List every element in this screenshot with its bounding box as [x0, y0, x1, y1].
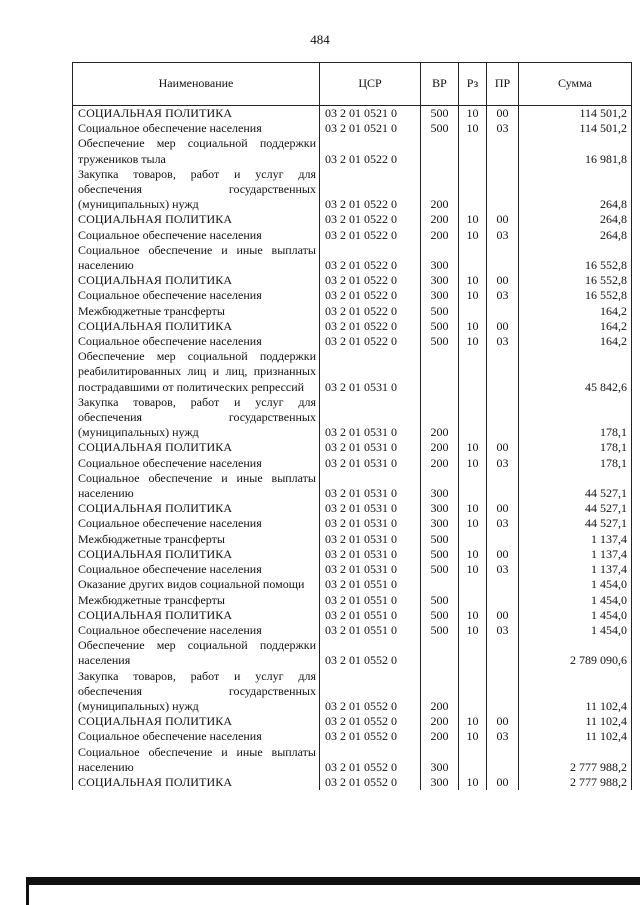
cell-pr — [487, 349, 519, 395]
cell-csr: 03 2 01 0551 0 — [320, 593, 421, 608]
cell-csr: 03 2 01 0552 0 — [320, 745, 421, 775]
cell-name: Социальное обеспечение населения — [73, 456, 320, 471]
cell-pr: 00 — [487, 608, 519, 623]
cell-sum: 11 102,4 — [519, 669, 632, 715]
cell-rz: 10 — [459, 562, 487, 577]
table-row — [73, 395, 632, 441]
cell-csr: 03 2 01 0522 0 — [320, 228, 421, 243]
cell-vr: 500 — [421, 562, 459, 577]
cell-pr: 00 — [487, 106, 519, 122]
header-name: Наименование — [73, 63, 320, 106]
cell-sum: 164,2 — [519, 319, 632, 334]
cell-name: Социальное обеспечение населения — [73, 562, 320, 577]
cell-pr: 00 — [487, 501, 519, 516]
cell-rz — [459, 669, 487, 715]
cell-csr: 03 2 01 0531 0 — [320, 349, 421, 395]
cell-csr: 03 2 01 0552 0 — [320, 714, 421, 729]
cell-name: Социальное обеспечение населения — [73, 516, 320, 531]
cell-name: СОЦИАЛЬНАЯ ПОЛИТИКА — [73, 547, 320, 562]
cell-name: СОЦИАЛЬНАЯ ПОЛИТИКА — [73, 319, 320, 334]
budget-table — [72, 62, 632, 790]
cell-csr: 03 2 01 0531 0 — [320, 395, 421, 441]
cell-pr: 00 — [487, 212, 519, 227]
cell-rz — [459, 745, 487, 775]
header-csr: ЦСР — [320, 63, 421, 106]
table-row — [73, 745, 632, 775]
table-row — [73, 228, 632, 243]
cell-rz — [459, 243, 487, 273]
cell-sum: 1 454,0 — [519, 593, 632, 608]
cell-vr: 300 — [421, 501, 459, 516]
cell-sum: 44 527,1 — [519, 516, 632, 531]
cell-csr: 03 2 01 0531 0 — [320, 562, 421, 577]
cell-csr: 03 2 01 0531 0 — [320, 501, 421, 516]
table-row — [73, 608, 632, 623]
cell-rz — [459, 471, 487, 501]
header-rz: Рз — [459, 63, 487, 106]
cell-name: Социальное обеспечение и иные выплаты населению — [73, 471, 320, 501]
cell-vr — [421, 638, 459, 668]
cell-name: СОЦИАЛЬНАЯ ПОЛИТИКА — [73, 608, 320, 623]
cell-rz: 10 — [459, 775, 487, 790]
cell-name: Закупка товаров, работ и услуг для обеспечения государственных (муниципальных) нужд — [73, 395, 320, 441]
cell-csr: 03 2 01 0531 0 — [320, 471, 421, 501]
table-row — [73, 516, 632, 531]
table-row — [73, 304, 632, 319]
table-row — [73, 288, 632, 303]
page-number: 484 — [310, 32, 330, 47]
cell-name: СОЦИАЛЬНАЯ ПОЛИТИКА — [73, 501, 320, 516]
cell-rz: 10 — [459, 456, 487, 471]
cell-sum: 16 552,8 — [519, 243, 632, 273]
cell-pr: 03 — [487, 121, 519, 136]
cell-name: Закупка товаров, работ и услуг для обеспечения государственных (муниципальных) нужд — [73, 669, 320, 715]
cell-name: Социальное обеспечение и иные выплаты населению — [73, 745, 320, 775]
cell-name: СОЦИАЛЬНАЯ ПОЛИТИКА — [73, 273, 320, 288]
table-row — [73, 532, 632, 547]
cell-vr: 200 — [421, 456, 459, 471]
cell-vr: 500 — [421, 334, 459, 349]
cell-sum: 1 137,4 — [519, 547, 632, 562]
cell-csr: 03 2 01 0531 0 — [320, 516, 421, 531]
cell-sum: 16 552,8 — [519, 273, 632, 288]
cell-pr: 00 — [487, 319, 519, 334]
table-header-row — [73, 63, 632, 106]
cell-name: Закупка товаров, работ и услуг для обеспечения государственных (муниципальных) нужд — [73, 167, 320, 213]
table-row — [73, 106, 632, 122]
header-sum: Сумма — [519, 63, 632, 106]
cell-vr: 200 — [421, 212, 459, 227]
cell-vr: 500 — [421, 304, 459, 319]
table-row — [73, 136, 632, 166]
cell-rz: 10 — [459, 440, 487, 455]
cell-sum: 1 137,4 — [519, 562, 632, 577]
table-row — [73, 121, 632, 136]
table-row — [73, 577, 632, 592]
cell-csr: 03 2 01 0522 0 — [320, 167, 421, 213]
table-body — [73, 106, 632, 791]
cell-vr: 300 — [421, 516, 459, 531]
cell-vr: 500 — [421, 106, 459, 122]
table-row — [73, 593, 632, 608]
cell-vr: 500 — [421, 623, 459, 638]
cell-name: СОЦИАЛЬНАЯ ПОЛИТИКА — [73, 106, 320, 122]
cell-name: Социальное обеспечение населения — [73, 334, 320, 349]
cell-rz: 10 — [459, 608, 487, 623]
cell-csr: 03 2 01 0522 0 — [320, 273, 421, 288]
cell-rz: 10 — [459, 516, 487, 531]
cell-vr: 300 — [421, 288, 459, 303]
cell-vr: 200 — [421, 440, 459, 455]
cell-csr: 03 2 01 0531 0 — [320, 547, 421, 562]
scan-border-bottom — [26, 877, 640, 885]
header-vr: ВР — [421, 63, 459, 106]
cell-pr — [487, 577, 519, 592]
cell-sum: 11 102,4 — [519, 714, 632, 729]
cell-rz — [459, 593, 487, 608]
table-row — [73, 547, 632, 562]
cell-rz: 10 — [459, 334, 487, 349]
cell-vr: 300 — [421, 273, 459, 288]
table-row — [73, 440, 632, 455]
cell-sum: 45 842,6 — [519, 349, 632, 395]
cell-sum: 11 102,4 — [519, 729, 632, 744]
cell-sum: 1 454,0 — [519, 608, 632, 623]
cell-sum: 178,1 — [519, 440, 632, 455]
cell-name: Социальное обеспечение населения — [73, 228, 320, 243]
cell-rz: 10 — [459, 623, 487, 638]
cell-name: Обеспечение мер социальной поддержки реабилитированных лиц и лиц, признанных пострадавшими от политических репрессий — [73, 349, 320, 395]
cell-csr: 03 2 01 0521 0 — [320, 121, 421, 136]
cell-vr — [421, 577, 459, 592]
table-row — [73, 623, 632, 638]
cell-csr: 03 2 01 0522 0 — [320, 319, 421, 334]
cell-csr: 03 2 01 0552 0 — [320, 669, 421, 715]
cell-pr — [487, 304, 519, 319]
cell-pr — [487, 243, 519, 273]
cell-name: Социальное обеспечение населения — [73, 121, 320, 136]
cell-rz — [459, 638, 487, 668]
cell-vr — [421, 136, 459, 166]
cell-csr: 03 2 01 0531 0 — [320, 440, 421, 455]
cell-csr: 03 2 01 0522 0 — [320, 288, 421, 303]
table-row — [73, 638, 632, 668]
cell-pr — [487, 638, 519, 668]
cell-sum: 178,1 — [519, 456, 632, 471]
table-row — [73, 349, 632, 395]
cell-sum: 114 501,2 — [519, 121, 632, 136]
cell-pr: 03 — [487, 729, 519, 744]
cell-rz: 10 — [459, 273, 487, 288]
cell-sum: 178,1 — [519, 395, 632, 441]
cell-vr: 200 — [421, 395, 459, 441]
cell-pr: 00 — [487, 547, 519, 562]
cell-rz — [459, 577, 487, 592]
cell-vr: 300 — [421, 471, 459, 501]
table-row — [73, 714, 632, 729]
cell-rz — [459, 167, 487, 213]
cell-sum: 44 527,1 — [519, 501, 632, 516]
cell-name: СОЦИАЛЬНАЯ ПОЛИТИКА — [73, 775, 320, 790]
cell-pr: 00 — [487, 440, 519, 455]
cell-csr: 03 2 01 0522 0 — [320, 243, 421, 273]
cell-vr: 200 — [421, 669, 459, 715]
cell-vr: 500 — [421, 121, 459, 136]
cell-name: Социальное обеспечение населения — [73, 288, 320, 303]
table-row — [73, 243, 632, 273]
cell-vr: 200 — [421, 714, 459, 729]
cell-csr: 03 2 01 0551 0 — [320, 577, 421, 592]
cell-sum: 2 789 090,6 — [519, 638, 632, 668]
table-row — [73, 501, 632, 516]
table-row — [73, 562, 632, 577]
cell-csr: 03 2 01 0531 0 — [320, 456, 421, 471]
cell-sum: 1 454,0 — [519, 577, 632, 592]
cell-name: Обеспечение мер социальной поддержки населения — [73, 638, 320, 668]
cell-csr: 03 2 01 0552 0 — [320, 729, 421, 744]
cell-name: Межбюджетные трансферты — [73, 593, 320, 608]
cell-csr: 03 2 01 0522 0 — [320, 304, 421, 319]
cell-pr — [487, 532, 519, 547]
cell-rz — [459, 349, 487, 395]
cell-sum: 2 777 988,2 — [519, 745, 632, 775]
cell-rz: 10 — [459, 121, 487, 136]
cell-pr: 03 — [487, 456, 519, 471]
cell-vr: 300 — [421, 775, 459, 790]
cell-sum: 264,8 — [519, 212, 632, 227]
cell-pr — [487, 167, 519, 213]
cell-rz: 10 — [459, 319, 487, 334]
cell-rz — [459, 304, 487, 319]
cell-pr — [487, 745, 519, 775]
cell-csr: 03 2 01 0551 0 — [320, 623, 421, 638]
cell-pr: 03 — [487, 623, 519, 638]
table-row — [73, 729, 632, 744]
cell-vr: 500 — [421, 608, 459, 623]
cell-pr: 00 — [487, 273, 519, 288]
cell-pr: 03 — [487, 516, 519, 531]
cell-sum: 264,8 — [519, 167, 632, 213]
cell-csr: 03 2 01 0522 0 — [320, 334, 421, 349]
cell-name: Социальное обеспечение и иные выплаты населению — [73, 243, 320, 273]
cell-vr: 200 — [421, 729, 459, 744]
cell-name: Межбюджетные трансферты — [73, 532, 320, 547]
cell-vr: 500 — [421, 593, 459, 608]
cell-pr — [487, 395, 519, 441]
cell-pr: 03 — [487, 228, 519, 243]
cell-sum: 2 777 988,2 — [519, 775, 632, 790]
table-row — [73, 167, 632, 213]
cell-vr: 500 — [421, 319, 459, 334]
cell-pr: 00 — [487, 714, 519, 729]
table-row — [73, 775, 632, 790]
cell-pr: 03 — [487, 334, 519, 349]
cell-csr: 03 2 01 0531 0 — [320, 532, 421, 547]
cell-name: Обеспечение мер социальной поддержки тружеников тыла — [73, 136, 320, 166]
cell-vr: 300 — [421, 243, 459, 273]
cell-rz: 10 — [459, 501, 487, 516]
table-row — [73, 319, 632, 334]
cell-rz: 10 — [459, 228, 487, 243]
cell-rz — [459, 395, 487, 441]
cell-vr: 500 — [421, 532, 459, 547]
cell-csr: 03 2 01 0522 0 — [320, 212, 421, 227]
table-row — [73, 456, 632, 471]
cell-vr: 300 — [421, 745, 459, 775]
cell-rz: 10 — [459, 106, 487, 122]
cell-name: СОЦИАЛЬНАЯ ПОЛИТИКА — [73, 714, 320, 729]
cell-rz: 10 — [459, 288, 487, 303]
table-row — [73, 334, 632, 349]
cell-csr: 03 2 01 0552 0 — [320, 775, 421, 790]
cell-name: Межбюджетные трансферты — [73, 304, 320, 319]
cell-rz: 10 — [459, 547, 487, 562]
cell-csr: 03 2 01 0552 0 — [320, 638, 421, 668]
cell-pr — [487, 471, 519, 501]
cell-pr: 03 — [487, 562, 519, 577]
cell-rz: 10 — [459, 729, 487, 744]
cell-sum: 1 137,4 — [519, 532, 632, 547]
table-row — [73, 471, 632, 501]
cell-csr: 03 2 01 0521 0 — [320, 106, 421, 122]
cell-pr: 00 — [487, 775, 519, 790]
cell-rz: 10 — [459, 714, 487, 729]
cell-sum: 114 501,2 — [519, 106, 632, 122]
cell-rz — [459, 532, 487, 547]
cell-pr — [487, 669, 519, 715]
scan-border-left — [26, 877, 29, 905]
cell-name: СОЦИАЛЬНАЯ ПОЛИТИКА — [73, 212, 320, 227]
cell-sum: 264,8 — [519, 228, 632, 243]
cell-sum: 164,2 — [519, 304, 632, 319]
cell-pr — [487, 593, 519, 608]
cell-vr: 200 — [421, 228, 459, 243]
cell-name: Социальное обеспечение населения — [73, 623, 320, 638]
cell-vr: 200 — [421, 167, 459, 213]
cell-sum: 164,2 — [519, 334, 632, 349]
cell-rz — [459, 136, 487, 166]
table-row — [73, 273, 632, 288]
table-row — [73, 669, 632, 715]
cell-name: Оказание других видов социальной помощи — [73, 577, 320, 592]
cell-name: СОЦИАЛЬНАЯ ПОЛИТИКА — [73, 440, 320, 455]
cell-vr — [421, 349, 459, 395]
cell-pr: 03 — [487, 288, 519, 303]
cell-sum: 1 454,0 — [519, 623, 632, 638]
table-row — [73, 212, 632, 227]
cell-name: Социальное обеспечение населения — [73, 729, 320, 744]
cell-csr: 03 2 01 0522 0 — [320, 136, 421, 166]
cell-sum: 44 527,1 — [519, 471, 632, 501]
cell-pr — [487, 136, 519, 166]
header-pr: ПР — [487, 63, 519, 106]
cell-sum: 16 552,8 — [519, 288, 632, 303]
cell-csr: 03 2 01 0551 0 — [320, 608, 421, 623]
cell-sum: 16 981,8 — [519, 136, 632, 166]
cell-rz: 10 — [459, 212, 487, 227]
cell-vr: 500 — [421, 547, 459, 562]
